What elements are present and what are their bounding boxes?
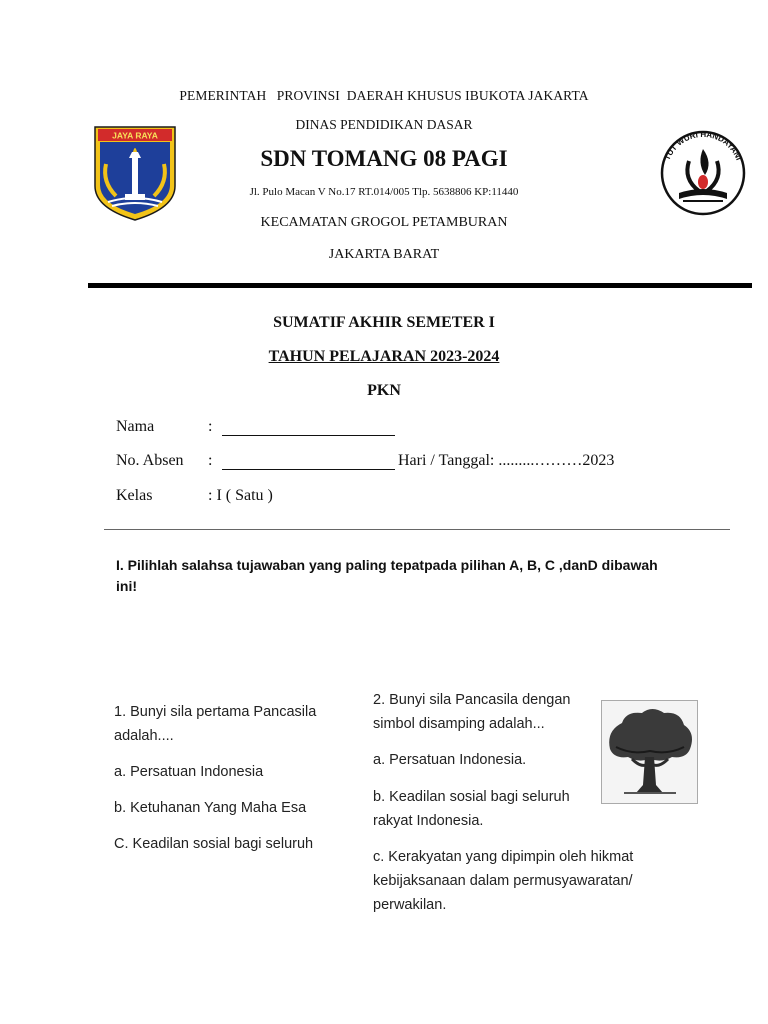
department-heading: DINAS PENDIDIKAN DASAR [295,117,473,132]
banyan-tree-icon [601,700,698,804]
exam-subject: PKN [367,382,401,399]
question-1-text: 1. Bunyi sila pertama Pancasila adalah.... [114,704,317,744]
absen-field[interactable] [222,469,395,470]
district-heading: KECAMATAN GROGOL PETAMBURAN [260,215,508,230]
question-2-option-a[interactable]: a. Persatuan Indonesia. [373,752,527,768]
absen-colon: : [208,452,213,469]
absen-label: No. Absen [116,452,184,469]
school-address: Jl. Pulo Macan V No.17 RT.014/005 Tlp. 5638806 KP:11440 [249,186,519,198]
name-field[interactable] [222,435,395,436]
jakarta-emblem-icon [92,124,178,222]
name-label: Nama [116,418,155,435]
form-divider [104,529,730,530]
question-1-option-c[interactable]: C. Keadilan sosial bagi seluruh [114,836,314,852]
header-divider [88,283,752,288]
question-2-option-b[interactable]: b. Keadilan sosial bagi seluruh rakyat Indonesia. [373,789,570,829]
exam-title: SUMATIF AKHIR SEMETER I [273,314,495,331]
city-heading: JAKARTA BARAT [328,247,440,262]
name-colon: : [208,418,213,435]
question-2-text: 2. Bunyi sila Pancasila dengan simbol disamping adalah... [373,692,571,732]
date-label: Hari / Tanggal: .........………2023 [398,452,615,469]
logo-motto: TUT WURI HANDAYANI [662,129,744,162]
school-name: SDN TOMANG 08 PAGI [260,146,508,171]
question-1-option-a[interactable]: a. Persatuan Indonesia [114,764,264,780]
emblem-motto: JAYA RAYA [112,130,158,141]
class-value: : I ( Satu ) [208,487,273,504]
exam-year: TAHUN PELAJARAN 2023-2024 [268,348,500,365]
question-2-option-c[interactable]: c. Kerakyatan yang dipimpin oleh hikmat kebijaksanaan dalam permusyawaratan/ perwakilan. [373,849,634,913]
government-heading: PEMERINTAH PROVINSI DAERAH KHUSUS IBUKOTA JAKARTA [179,88,589,103]
class-label: Kelas [116,487,153,504]
instructions: I. Pilihlah salahsa tujawaban yang paling tepatpada pilihan A, B, C ,danD dibawah ini! [116,557,658,594]
question-1-option-b[interactable]: b. Ketuhanan Yang Maha Esa [114,800,307,816]
